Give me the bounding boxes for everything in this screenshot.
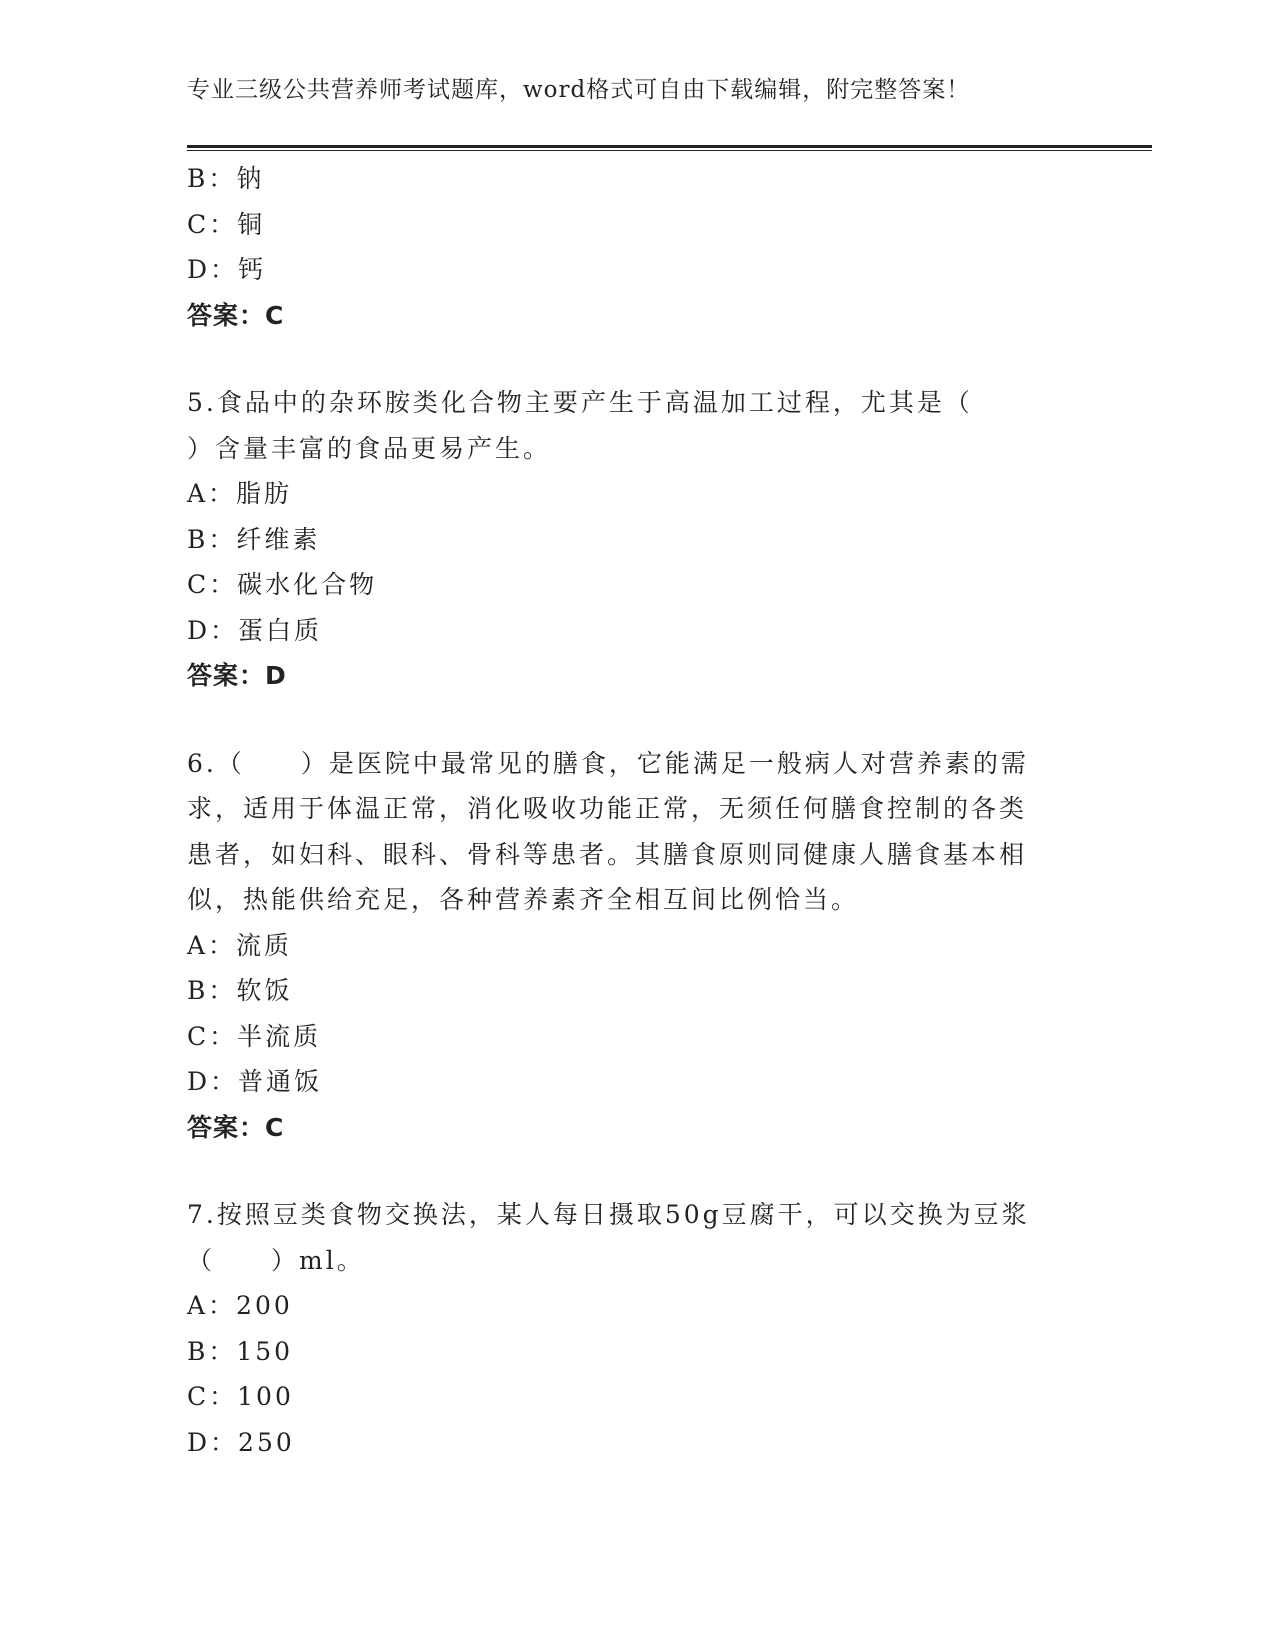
question-stem: （ ）ml。: [187, 1245, 365, 1275]
question-stem: 5.食品中的杂环胺类化合物主要产生于高温加工过程，尤其是（: [187, 388, 973, 417]
question-4: [187, 156, 1067, 338]
question-stem: 7.按照豆类食物交换法，某人每日摄取50g豆腐干，可以交换为豆浆: [187, 1200, 1030, 1229]
option-b: B：纤维素: [187, 524, 321, 554]
option-d: D：蛋白质: [187, 615, 323, 645]
answer: 答案：D: [187, 661, 287, 690]
option-c: C：铜: [187, 209, 266, 239]
option-a: A：200: [187, 1291, 293, 1320]
option-b: B：钠: [187, 164, 265, 193]
question-stem: 患者，如妇科、眼科、骨科等患者。其膳食原则同健康人膳食基本相: [187, 839, 1028, 869]
option-b: B：150: [187, 1336, 294, 1366]
question-stem: 求，适用于体温正常，消化吸收功能正常，无须任何膳食控制的各类: [187, 794, 1028, 823]
option-d: D：普通饭: [187, 1067, 323, 1096]
option-c: C：100: [187, 1382, 294, 1411]
question-stem: ）含量丰富的食品更易产生。: [187, 433, 552, 463]
question-7: [187, 1192, 1067, 1465]
question-stem: 6.（ ）是医院中最常见的膳食，它能满足一般病人对营养素的需: [187, 748, 1029, 778]
option-d: D：250: [187, 1427, 295, 1457]
question-6: [187, 741, 1067, 1151]
question-5: [187, 380, 1067, 699]
option-a: A：脂肪: [187, 479, 293, 508]
question-content: [187, 156, 1067, 1465]
option-c: C：半流质: [187, 1021, 322, 1051]
answer: 答案：C: [187, 1112, 285, 1142]
answer: 答案：C: [187, 300, 285, 330]
option-b: B：软饭: [187, 976, 293, 1005]
option-c: C：碳水化合物: [187, 570, 378, 599]
option-a: A：流质: [187, 930, 293, 960]
question-stem: 似，热能供给充足，各种营养素齐全相互间比例恰当。: [187, 885, 860, 914]
option-d: D：钙: [187, 255, 267, 284]
page-header: 专业三级公共营养师考试题库，word格式可自由下载编辑，附完整答案！: [187, 77, 971, 103]
header-rule-thick: [187, 145, 1152, 148]
header-rule-thin: [187, 150, 1152, 151]
